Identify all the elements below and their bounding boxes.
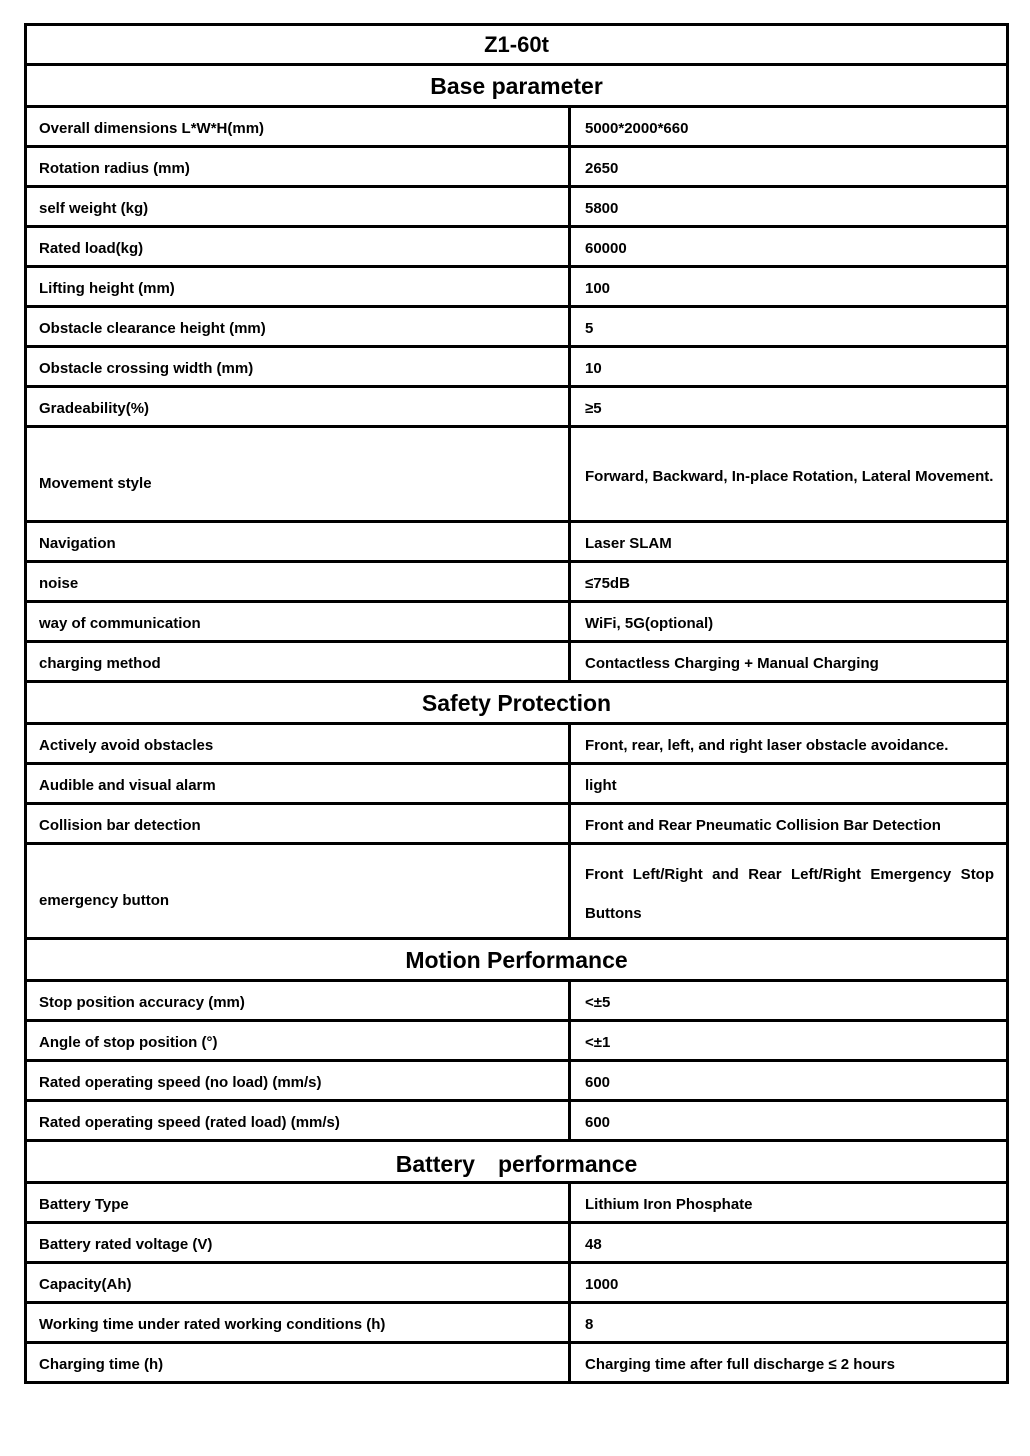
table-row <box>26 227 1008 267</box>
param-label: Rated operating speed (no load) (mm/s) <box>26 1061 570 1101</box>
table-row <box>26 1061 1008 1101</box>
param-label: Capacity(Ah) <box>26 1263 570 1303</box>
table-row <box>26 267 1008 307</box>
section-title-safety-protection: Safety Protection <box>26 682 1008 724</box>
param-label: Rated load(kg) <box>26 227 570 267</box>
param-label: Obstacle crossing width (mm) <box>26 347 570 387</box>
param-value: Front Left/Right and Rear Left/Right Emergency Stop Buttons <box>570 844 1008 939</box>
param-value: Laser SLAM <box>570 522 1008 562</box>
param-value: Front and Rear Pneumatic Collision Bar Detection <box>570 804 1008 844</box>
param-label: noise <box>26 562 570 602</box>
param-label: Working time under rated working conditions (h) <box>26 1303 570 1343</box>
table-row <box>26 844 1008 939</box>
param-label: self weight (kg) <box>26 187 570 227</box>
param-label: Overall dimensions L*W*H(mm) <box>26 107 570 147</box>
param-value: Front, rear, left, and right laser obstacle avoidance. <box>570 724 1008 764</box>
param-label: Collision bar detection <box>26 804 570 844</box>
param-value: 600 <box>570 1061 1008 1101</box>
table-row <box>26 1303 1008 1343</box>
model-title: Z1-60t <box>26 25 1008 65</box>
param-value: ≤75dB <box>570 562 1008 602</box>
section-header-row <box>26 65 1008 107</box>
param-label: Battery rated voltage (V) <box>26 1223 570 1263</box>
param-value: 100 <box>570 267 1008 307</box>
param-label: Actively avoid obstacles <box>26 724 570 764</box>
param-value: 60000 <box>570 227 1008 267</box>
table-row <box>26 347 1008 387</box>
param-label: Lifting height (mm) <box>26 267 570 307</box>
spec-table <box>24 23 1009 1384</box>
param-value: 5800 <box>570 187 1008 227</box>
param-value: Contactless Charging + Manual Charging <box>570 642 1008 682</box>
param-label: Navigation <box>26 522 570 562</box>
param-label: Audible and visual alarm <box>26 764 570 804</box>
table-row <box>26 724 1008 764</box>
param-value: 2650 <box>570 147 1008 187</box>
param-label: Rotation radius (mm) <box>26 147 570 187</box>
table-row <box>26 427 1008 522</box>
table-row <box>26 187 1008 227</box>
param-value: 8 <box>570 1303 1008 1343</box>
table-row <box>26 1183 1008 1223</box>
table-row <box>26 981 1008 1021</box>
param-value: light <box>570 764 1008 804</box>
param-label: Obstacle clearance height (mm) <box>26 307 570 347</box>
table-row <box>26 107 1008 147</box>
param-value: Forward, Backward, In-place Rotation, Lateral Movement. <box>570 427 1008 522</box>
section-title-base-parameter: Base parameter <box>26 65 1008 107</box>
param-label: emergency button <box>26 844 570 939</box>
param-label: charging method <box>26 642 570 682</box>
table-row <box>26 602 1008 642</box>
param-value: ≥5 <box>570 387 1008 427</box>
param-value: Lithium Iron Phosphate <box>570 1183 1008 1223</box>
table-row <box>26 764 1008 804</box>
table-row <box>26 307 1008 347</box>
section-title-battery-performance: Battery performance <box>26 1141 1008 1183</box>
param-value: 5 <box>570 307 1008 347</box>
table-row <box>26 1263 1008 1303</box>
table-row <box>26 804 1008 844</box>
param-label: Rated operating speed (rated load) (mm/s) <box>26 1101 570 1141</box>
param-value: 1000 <box>570 1263 1008 1303</box>
param-label: Stop position accuracy (mm) <box>26 981 570 1021</box>
section-header-row <box>26 1141 1008 1183</box>
param-value: 48 <box>570 1223 1008 1263</box>
param-value: 5000*2000*660 <box>570 107 1008 147</box>
param-value: <±1 <box>570 1021 1008 1061</box>
table-row <box>26 1021 1008 1061</box>
section-header-row <box>26 939 1008 981</box>
param-label: Battery Type <box>26 1183 570 1223</box>
section-title-motion-performance: Motion Performance <box>26 939 1008 981</box>
table-row <box>26 387 1008 427</box>
param-value: 10 <box>570 347 1008 387</box>
param-label: Movement style <box>26 427 570 522</box>
table-row <box>26 642 1008 682</box>
model-row <box>26 25 1008 65</box>
section-header-row <box>26 682 1008 724</box>
param-label: way of communication <box>26 602 570 642</box>
param-value: Charging time after full discharge ≤ 2 hours <box>570 1343 1008 1383</box>
param-label: Charging time (h) <box>26 1343 570 1383</box>
table-row <box>26 522 1008 562</box>
param-label: Gradeability(%) <box>26 387 570 427</box>
table-row <box>26 562 1008 602</box>
param-value: WiFi, 5G(optional) <box>570 602 1008 642</box>
param-value: 600 <box>570 1101 1008 1141</box>
table-row <box>26 1343 1008 1383</box>
table-row <box>26 1101 1008 1141</box>
table-row <box>26 1223 1008 1263</box>
param-label: Angle of stop position (°) <box>26 1021 570 1061</box>
table-row <box>26 147 1008 187</box>
param-value: <±5 <box>570 981 1008 1021</box>
